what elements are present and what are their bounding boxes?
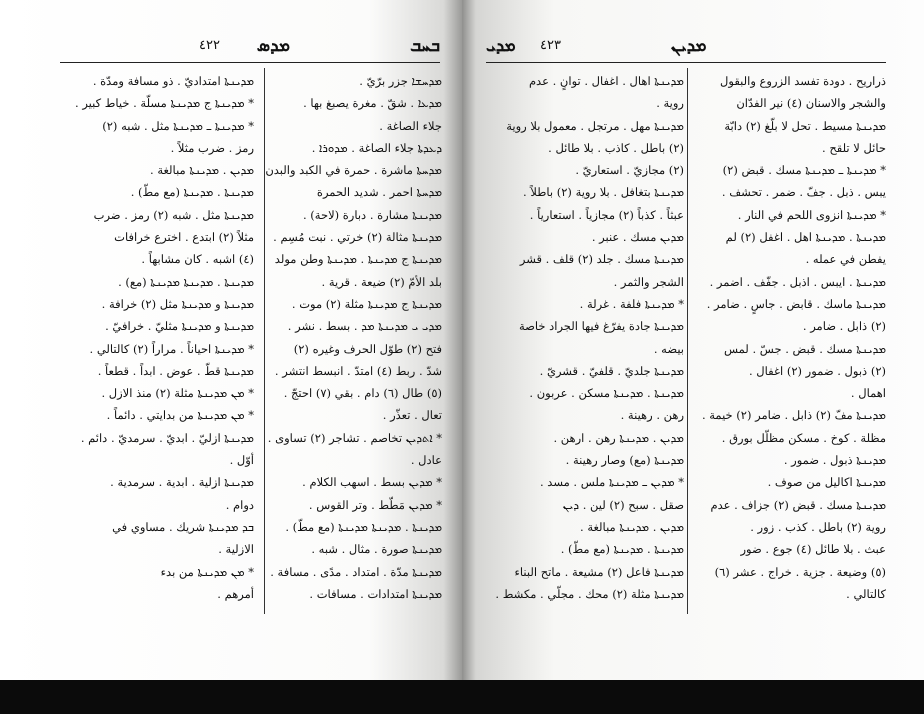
left-page-column-right bbox=[258, 70, 442, 605]
dictionary-line: ܡܕܝܢܬܐ مثل . شبه (٢) رمز . ضرب bbox=[93, 207, 254, 222]
dictionary-line: * ܡܕܝܢܬܐ ـ ܡܕܝܢܬܐ مثل . شبه (٢) bbox=[102, 118, 254, 133]
dictionary-line: * ܡܕܝܢܬܐ ـ ܡܕܝܢܬܐ مسك . قبض (٢) bbox=[722, 163, 886, 178]
dictionary-line: (٥) طال (٦) دام . بقي (٧) احتجّ . bbox=[283, 386, 442, 401]
dictionary-line: ܡܕܝܢܬܐ ماسك . قابض . جاسٍ . ضامر . bbox=[706, 296, 886, 311]
dictionary-line: ܡܕܝܢܬܐ بتغافل . بلا روية (٢) باطلاً . bbox=[523, 185, 684, 200]
dictionary-line: عادل . bbox=[410, 453, 442, 468]
dictionary-line: يفطن في عمله . bbox=[805, 252, 886, 267]
dictionary-line: ܡܕܝܢܬܐ . ܡܕܝܢܬܐ (مع مطّ) . bbox=[130, 185, 254, 200]
dictionary-line: روية . bbox=[656, 96, 684, 111]
dictionary-line: ܕܥܕܬܐ جلاء الصاغة . ܡܕܘܪܐ . bbox=[311, 140, 442, 155]
dictionary-line: ܡܕܝ ܝ ܡܕܝܢܬܐ ܡܕ . بسط . نشر . bbox=[287, 319, 442, 334]
dictionary-line: تعال . تعذّر . bbox=[382, 408, 442, 423]
right-header-word-inner: ܡܕܝܢ bbox=[671, 36, 707, 56]
dictionary-line: ܡܕܝܢܬܐ مثالة (٢) خرتي . نبت مُسِم . bbox=[273, 230, 442, 245]
right-column-divider bbox=[687, 68, 688, 614]
dictionary-line: (٤) اشبه . كان مشابهاً . bbox=[141, 252, 254, 267]
dictionary-line: مظلة . كوخ . مسكن مظلّل بورق . bbox=[721, 430, 886, 445]
dictionary-line: ܡܕܝܢܬܐ و ܡܕܝܢܬܐ مثل (٢) خرافة . bbox=[101, 296, 254, 311]
dictionary-line: ܡܕܝܢ . ܡܕܝܢܬܐ رهن . ارهن . bbox=[553, 430, 684, 445]
dictionary-line: ܡܕܚܬܐ احمر . شديد الحمرة bbox=[316, 185, 442, 200]
dictionary-line: ܡܕܝܢܬܐ ازليّ . ابديّ . سرمديّ . دائم . bbox=[80, 430, 254, 445]
dictionary-line: ܡܕܝܢܬܐ مفّ (٢) ذابل . ضامر (٢) خيمة . bbox=[701, 408, 886, 423]
dictionary-line: (٢) ذبول . ضمور (٢) اغفال . bbox=[749, 363, 886, 378]
dictionary-line: ܡܕܝܢܬܐ جادة يفرّغ فيها الجراد خاصة bbox=[518, 319, 684, 334]
dictionary-line: ܡܕܚܫܐ جزر برّيّ . bbox=[359, 74, 442, 88]
dictionary-line: كالتالي . bbox=[846, 586, 886, 601]
dictionary-line: دوام . bbox=[225, 497, 254, 512]
dictionary-line: ܡܕܝܢܬܐ . ܡܕܝܢܬܐ مسكن . عربون . bbox=[529, 386, 684, 401]
right-page-number: ٤٢٣ bbox=[540, 38, 561, 53]
dictionary-line: والشجر والاسنان (٤) نير الفدّان bbox=[736, 96, 886, 111]
dictionary-line: ܡܕܝܢ مسك . عنبر . bbox=[591, 230, 684, 245]
dictionary-line: ܡܕܝܢ . ܡܕܝܢܬܐ مبالغة . bbox=[150, 163, 254, 178]
dictionary-line: روية (٢) باطل . كذب . زور . bbox=[750, 519, 886, 534]
dictionary-line: صقل . سبح (٢) لين . ܕܝܢ bbox=[562, 497, 684, 512]
dictionary-line: ܡܕܝܢܬܐ ج ܡܕܝܢܬܐ . ܡܕܝܢܬܐ وطن مولد bbox=[274, 252, 442, 267]
dictionary-line: ܡܕܝܢܬܐ صورة . مثال . شبه . bbox=[311, 542, 442, 557]
dictionary-line: * ܐܬܕܝܢ تخاصم . تشاجر (٢) تساوى . bbox=[267, 430, 442, 445]
dictionary-line: ܡܕܝܢܬܐ و ܡܕܝܢܬܐ مثليّ . خرافيّ . bbox=[105, 319, 254, 334]
dictionary-line: ܡܕܝܢܬܐ اهال . اغفال . توانٍ . عدم bbox=[528, 74, 684, 88]
dictionary-line: الازلية . bbox=[218, 542, 254, 557]
dictionary-line: ܡܕܥܐ . شقّ . مغرة يصبغ بها . bbox=[303, 96, 442, 111]
dictionary-line: ܡܕܝܢܬܐ مسك . قبض . جسّ . لمس bbox=[724, 341, 886, 356]
dictionary-line: ܡܕܝܢܬܐ (مع) وصار رهينة . bbox=[565, 453, 684, 468]
dictionary-line: ܡܕܝܢܬܐ ذبول . ضمور . bbox=[783, 453, 886, 468]
dictionary-line: أمرهم . bbox=[217, 586, 254, 601]
right-page bbox=[462, 0, 924, 680]
right-header-rule bbox=[486, 62, 886, 63]
dictionary-line: ܡܕܝܢܬܐ . ايبس . اذبل . جفّف . اضمر . bbox=[709, 274, 886, 289]
dictionary-line: ܡܕܝܢܬܐ اكاليل من صوف . bbox=[767, 475, 886, 490]
left-header-word-outer: ܒܚܒ bbox=[410, 36, 440, 56]
dictionary-line: ܡܕܝܢܬܐ مشارة . دبارة (لاحة) . bbox=[303, 207, 442, 222]
dictionary-line: عبثاً . كذباً (٢) مجازياً . استعارياً . bbox=[529, 207, 684, 222]
dictionary-line: بيضه . bbox=[653, 341, 684, 356]
dictionary-line: ܡܕܝܢܬܐ قطّ . عوض . ابداً . قطعاً . bbox=[97, 363, 254, 378]
dictionary-line: عبث . بلا طائل (٤) جوع . ضور bbox=[740, 542, 886, 557]
dictionary-line: ܡܕܝܢܬܐ . ܡܕܝܢܬܐ ܡܕܝܢܬܐ (مع) . bbox=[118, 274, 254, 289]
dictionary-line: * ܡܢ ܡܕܝܢܬܐ من بدايتي . دائماً . bbox=[106, 408, 254, 423]
right-page-column-right bbox=[690, 70, 886, 605]
right-page-column-left bbox=[486, 70, 684, 605]
dictionary-line: ܡܕܝܢܬܐ ازلية . ابدية . سرمدية . bbox=[110, 475, 254, 490]
dictionary-line: ܡܕܝܢܬܐ مثلة (٢) محك . مجلّي . مكشط . bbox=[495, 586, 684, 601]
dictionary-line: (٢) ذابل . ضامر . bbox=[802, 319, 886, 334]
dictionary-line: (٥) وضيعة . جزية . خراج . عشر (٦) bbox=[714, 564, 886, 579]
dictionary-line: * ܡܕܝܢܬܐ ج ܡܕܝܢܬܐ مسلّة . خياط كبير . bbox=[75, 96, 254, 111]
dictionary-line: اهمال . bbox=[850, 386, 886, 401]
dictionary-line: ܡܕܝܢܬܐ امتداديّ . ذو مسافة ومدّة . bbox=[92, 74, 254, 88]
dictionary-line: رمز . ضرب مثلاً . bbox=[170, 140, 254, 155]
dictionary-line: ܡܕܝܢܬܐ مسيط . تحل لا بلّغ (٢) دابّة bbox=[724, 118, 886, 133]
left-page bbox=[0, 0, 462, 680]
left-page-header bbox=[60, 36, 440, 58]
right-page-header bbox=[486, 36, 886, 58]
dictionary-line: ܡܕܝܢܬܐ جلديّ . قلفيّ . قشريّ . bbox=[539, 363, 684, 378]
dictionary-line: * ܡܢ ܡܕܝܢܬܐ من بدء bbox=[160, 564, 254, 579]
left-header-rule bbox=[60, 62, 440, 63]
dictionary-line: ܡܕܝܢܬܐ مهل . مرتجل . معمول بلا روية bbox=[506, 118, 684, 133]
dictionary-line: * ܡܕܝܢܬܐ انزوى اللحم في النار . bbox=[737, 207, 886, 222]
dictionary-line: الشجر والثمر . bbox=[613, 274, 684, 289]
left-page-number: ٤٢٢ bbox=[199, 38, 220, 53]
dictionary-line: مثلاً (٢) ابتدع . اخترع خرافات bbox=[114, 230, 254, 245]
dictionary-line: ܡܕܝܢܬܐ مسك . قبض (٢) جزاف . عدم bbox=[710, 497, 886, 512]
dictionary-line: ܡܕܝܢܬܐ . ܡܕܝܢܬܐ اهل . اغفل (٢) لم bbox=[725, 230, 886, 245]
dictionary-line: أوّل . bbox=[229, 453, 254, 468]
dictionary-line: حائل لا تلقح . bbox=[822, 140, 886, 155]
dictionary-line: * ܡܢ ܡܕܝܢܬܐ مثلة (٢) منذ الازل . bbox=[101, 386, 254, 401]
dictionary-line: ܒܕ ܡܕܝܢܬܐ شريك . مساوي في bbox=[112, 519, 254, 534]
dictionary-line: يبس . ذبل . جفّ . ضمر . تحشف . bbox=[721, 185, 886, 200]
dictionary-line: ܡܕܝܢܬܐ . ܡܕܝܢܬܐ ܡܕܝܢܬܐ (مع مطّ) . bbox=[285, 519, 442, 534]
dictionary-line: * ܡܕܝܢ ـ ܡܕܝܢܬܐ ملس . مسد . bbox=[539, 475, 684, 490]
right-header-word-outer: ܡܕܝ bbox=[486, 36, 516, 56]
dictionary-line: فتح (٢) طوّل الحرف وغيره (٢) bbox=[293, 341, 442, 356]
dictionary-line: * ܡܕܝܢ مَطّط . وتر القوس . bbox=[308, 497, 442, 512]
dictionary-line: ذراريح . دودة تفسد الزروع والبقول bbox=[720, 74, 886, 88]
dictionary-line: * ܡܕܝܢܬܐ احياناً . مراراً (٢) كالتالي . bbox=[89, 341, 254, 356]
dictionary-line: * ܡܕܝܢ بسط . اسهب الكلام . bbox=[302, 475, 442, 490]
dictionary-line: (٢) باطل . كاذب . بلا طائل . bbox=[548, 140, 684, 155]
dictionary-line: شدّ . ربط (٤) امتدّ . انبسط انتشر . bbox=[274, 363, 442, 378]
dictionary-line: ܡܕܝܢܬܐ امتدادات . مسافات . bbox=[309, 586, 442, 601]
dictionary-line: * ܡܕܝܢܬܐ فلفة . غرلة . bbox=[579, 296, 684, 311]
dictionary-line: ܡܕܝܢܬܐ مسك . جلد (٢) قلف . قشر bbox=[519, 252, 684, 267]
dictionary-line: ܡܕܝܢܬܐ . ܡܕܝܢܬܐ (مع مطّ) . bbox=[560, 542, 684, 557]
dictionary-line: ܡܕܝܢܬܐ مدّة . امتداد . مدًى . مسافة . bbox=[270, 564, 442, 579]
left-page-column-left bbox=[60, 70, 254, 605]
dictionary-line: ܡܕܝܢ . ܡܕܝܢܬܐ مبالغة . bbox=[580, 519, 684, 534]
dictionary-line: بلد الأمّ (٢) ضيعة . قرية . bbox=[321, 274, 442, 289]
dictionary-line: (٢) مجازيّ . استعاريّ . bbox=[575, 163, 684, 178]
left-header-word-inner: ܡܕܣ bbox=[256, 36, 290, 56]
dictionary-line: جلاء الصاغة . bbox=[379, 118, 442, 133]
dictionary-line: ܡܕܝܢܬܐ ج ܡܕܝܢܬܐ مثلة (٢) موت . bbox=[291, 296, 442, 311]
scan-bottom-band bbox=[0, 680, 924, 714]
dictionary-line: رهن . رهينة . bbox=[620, 408, 684, 423]
dictionary-line: ܡܕܚܬܐ ماشرة . حمرة في الكبد والبدن bbox=[265, 163, 442, 178]
dictionary-line: ܡܕܝܢܬܐ فاعل (٢) مشيعة . ماتح البناء bbox=[514, 564, 684, 579]
